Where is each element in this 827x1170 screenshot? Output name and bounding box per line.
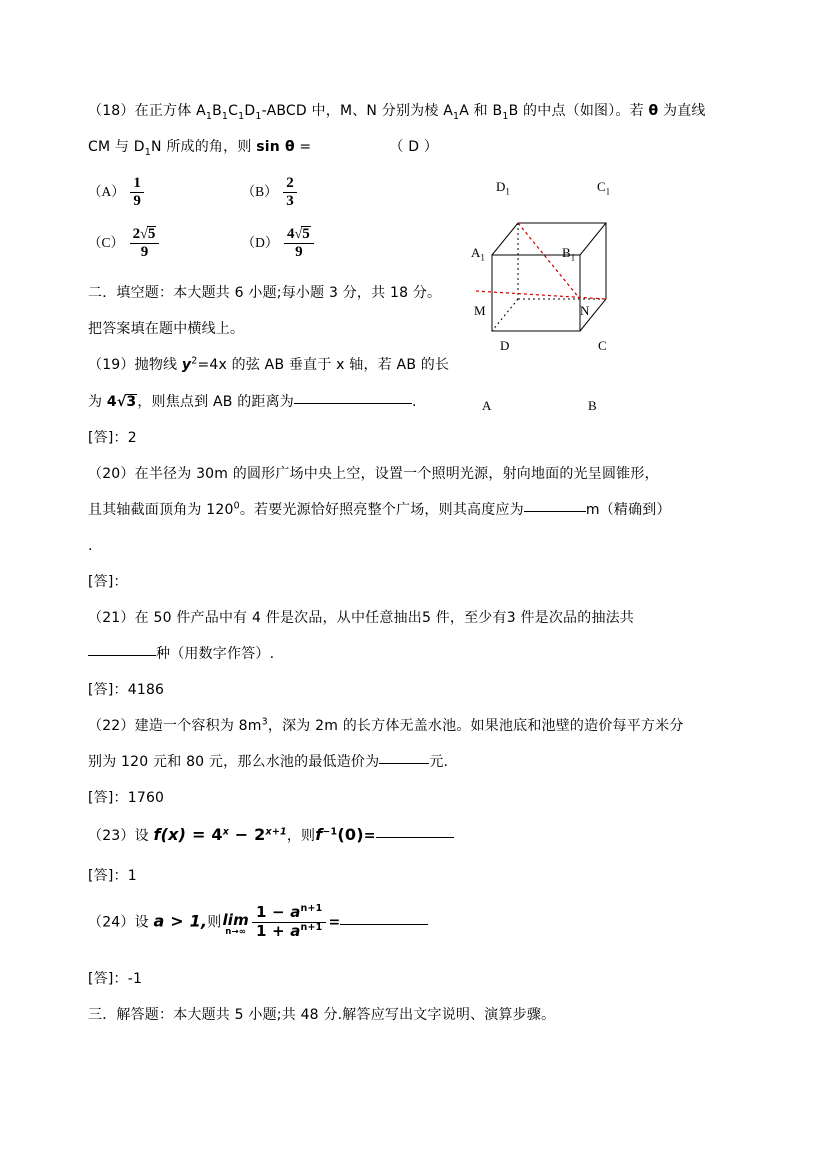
option-B[interactable]: （B） $\frac{2}{3}$	[242, 176, 392, 210]
document-body	[88, 104, 738, 1044]
question-24-line1: （24）设 a > 1,则 lim n→∞ $\frac{1 - a^{n+1}}{1 + a^{n+1}}$ =	[88, 905, 738, 940]
question-22-answer: [答]：1760	[88, 790, 165, 807]
answer-blank-24[interactable]	[340, 924, 428, 925]
question-22-line2: 别为 120 元和 80 元，那么水池的最低造价为 元.	[88, 754, 449, 771]
section-3-line1: 三．解答题：本大题共 5 小题;共 48 分.解答应写出文字说明、演算步骤。	[88, 1006, 556, 1023]
fraction-4root5-9: $\frac{4√5}{9}$	[284, 226, 314, 261]
figure-label-B1: $B_1$	[562, 245, 576, 263]
question-18-line1: （18）在正方体 $A_1B_1C_1D_1$-ABCD 中，M、N 分别为棱 $A_1A$ 和 $B_1B$ 的中点（如图）。若 θ 为直线	[88, 103, 706, 122]
stray-label-A: A	[482, 398, 492, 413]
answer-blank-19[interactable]	[294, 403, 412, 404]
question-19-line1: （19）抛物线 $y^2=4x$ 的弦 AB 垂直于 x 轴，若 AB 的长	[88, 355, 450, 374]
limit-operator: lim n→∞	[222, 911, 249, 938]
figure-label-D: D	[500, 338, 510, 353]
figure-label-M: M	[474, 303, 486, 318]
question-18-answer-marker: （ D ）	[389, 139, 439, 155]
section-2-line2: 把答案填在题中横线上。	[88, 321, 245, 338]
figure-label-A1: $A_1$	[471, 245, 485, 263]
question-22-line1: （22）建造一个容积为 $8m^3$，深为 2m 的长方体无盖水池。如果池底和池壁的造价每平方米分	[88, 716, 684, 735]
question-21-number: （21）	[88, 610, 135, 627]
answer-value-23: 1	[127, 868, 137, 885]
fraction-1-9: $\frac{1}{9}$	[130, 176, 144, 210]
answer-blank-23[interactable]	[376, 837, 454, 838]
question-21-line1: （21）在 50 件产品中有 4 件是次品，从中任意抽出5 件，至少有3 件是次品的抽法共	[88, 610, 635, 627]
question-20-line3: .	[88, 538, 93, 555]
answer-value-21: 4186	[127, 682, 165, 699]
answer-blank-20[interactable]	[524, 511, 586, 512]
question-23-number: （23）	[88, 828, 135, 845]
question-24-number: （24）	[88, 914, 135, 931]
question-19-answer: [答]：2	[88, 430, 137, 447]
question-19-line2: 为 4√3，则焦点到 AB 的距离为 .	[88, 394, 417, 411]
figure-label-D1: $D_1$	[496, 179, 510, 197]
question-21-line2: 种（用数字作答）.	[88, 647, 738, 661]
question-20-line2: 且其轴截面顶角为 $120^0$。若要光源恰好照亮整个广场，则其高度应为 m（精确到）	[88, 500, 671, 519]
question-20-answer: [答]：	[88, 574, 128, 591]
question-19-number: （19）	[88, 357, 135, 374]
radical-icon: √	[140, 226, 148, 242]
question-22-number: （22）	[88, 718, 135, 735]
option-D[interactable]: （D） $\frac{4√5}{9}$	[242, 226, 392, 261]
answer-value-19: 2	[127, 430, 137, 447]
question-24-answer: [答]：-1	[88, 970, 143, 987]
sin-theta: sin θ	[256, 139, 295, 155]
figure-label-C: C	[598, 338, 607, 353]
answer-blank-22[interactable]	[379, 763, 429, 764]
stray-label-B: B	[588, 398, 597, 413]
theta-symbol: θ	[648, 103, 659, 119]
limit-fraction: $\frac{1 - a^{n+1}}{1 + a^{n+1}}$	[252, 905, 327, 940]
radical-icon: √	[294, 226, 303, 242]
figure-label-C1: $C_1$	[597, 179, 611, 197]
question-23-line1: （23）设 $f(x) = 4^x - 2^{x+1}$，则$f^{-1}(0)=$	[88, 827, 738, 843]
question-18-options-row-1	[88, 176, 738, 210]
answer-value-24: -1	[127, 970, 143, 987]
answer-blank-21[interactable]	[88, 655, 156, 656]
question-20-number: （20）	[88, 466, 135, 483]
option-C[interactable]: （C） $\frac{2√5}{9}$	[88, 226, 238, 261]
answer-value-22: 1760	[127, 790, 165, 807]
question-23-answer: [答]：1	[88, 868, 137, 885]
option-A[interactable]: （A） $\frac{1}{9}$	[88, 176, 238, 210]
question-21-answer: [答]：4186	[88, 682, 165, 699]
figure-label-N: N	[580, 303, 590, 318]
question-18-line2: CM 与 $D_1N$ 所成的角，则 sin θ = （ D ）	[88, 139, 439, 158]
fraction-2root5-9: $\frac{2√5}{9}$	[130, 226, 160, 261]
question-18-number: （18）	[88, 103, 135, 119]
radical-icon: √	[116, 394, 127, 411]
question-20-line1: （20）在半径为 30m 的圆形广场中央上空，设置一个照明光源，射向地面的光呈圆锥形，	[88, 466, 659, 483]
section-2-line1: 二．填空题：本大题共 6 小题;每小题 3 分，共 18 分。	[88, 285, 442, 302]
fraction-2-3: $\frac{2}{3}$	[283, 176, 297, 210]
question-18-options-row-2	[88, 226, 738, 261]
